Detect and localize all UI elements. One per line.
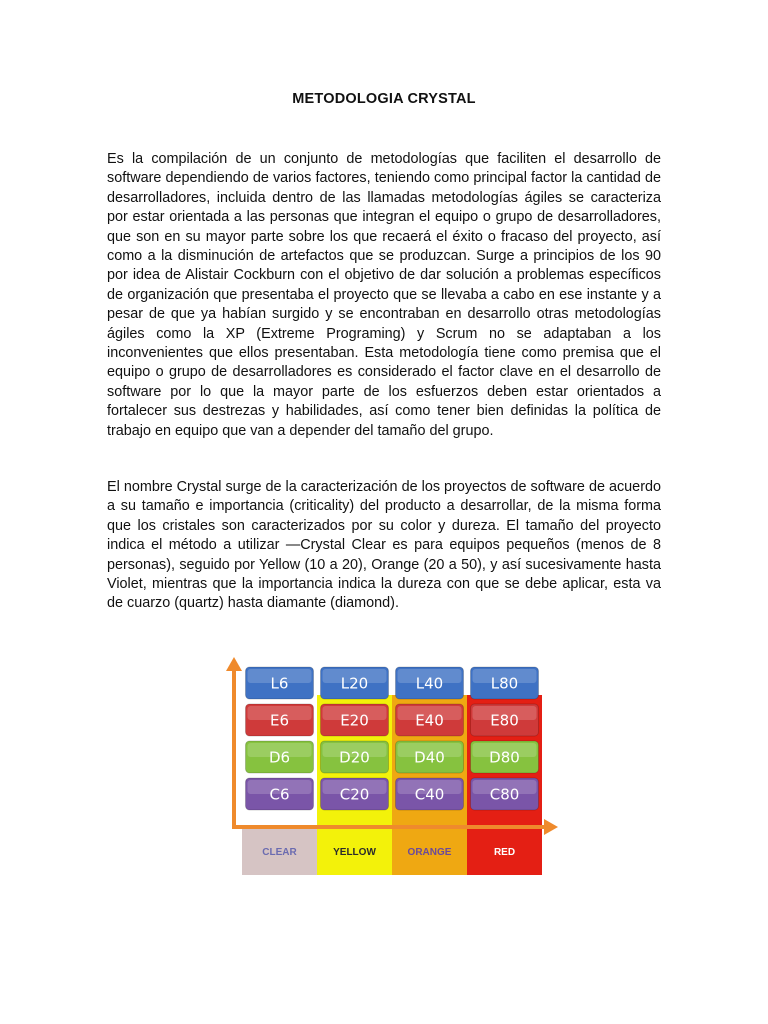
cell-d6 [246,741,314,773]
cell-label: C80 [489,785,520,804]
column-label-clear: CLEAR [262,847,297,858]
cell-l6 [246,667,314,699]
column-label-yellow: YELLOW [333,847,376,858]
cell-label: C20 [339,785,370,804]
cell-l40 [396,667,464,699]
cell-c20 [321,778,389,810]
cell-c80 [471,778,539,810]
cell-label: D80 [489,748,520,767]
cell-label: E6 [269,711,290,730]
crystal-grid-diagram [216,655,560,877]
vertical-axis-arrowhead [226,657,242,671]
cell-label: L40 [415,674,444,693]
column-label-red: RED [493,847,516,858]
cell-e80 [471,704,539,736]
cell-c6 [246,778,314,810]
cell-label: D20 [339,748,370,767]
cell-d20 [321,741,389,773]
cell-c40 [396,778,464,810]
cell-d40 [396,741,464,773]
cell-l80 [471,667,539,699]
cell-label: E20 [340,711,369,730]
cell-label: C6 [269,785,290,804]
cell-label: D40 [414,748,445,767]
column-label-orange: ORANGE [407,847,452,858]
cell-d80 [471,741,539,773]
horizontal-axis-arrowhead [544,819,558,835]
cell-label: E40 [415,711,444,730]
paragraph-name-origin: El nombre Crystal surge de la caracterización de los proyectos de software de acuerdo a su tamaño e importancia (criticality) del producto a desarrollar, de la misma forma que los cristales son caracterizados por su color y dureza. El tamaño del proyecto indica el método a utilizar —Crystal Clear es para equipos pequeños (menos de 8 personas), seguido por Yellow (10 a 20), Orange (20 a 50), y así sucesivamente hasta Violet, mientras que la importancia indica la dureza con que se debe aplicar, esta va de cuarzo (quartz) hasta diamante (diamond). [107,479,661,612]
cell-label: D6 [268,748,291,767]
cell-label: E80 [490,711,519,730]
cell-label: L20 [340,674,369,693]
cell-e6 [246,704,314,736]
paragraph-definition: Es la compilación de un conjunto de metodologías que faciliten el desarrollo de software dependiendo de varios factores, teniendo como principal factor la cantidad de desarrolladores, incluida dentro de las llamadas metodologías ágiles se caracteriza por estar orientada a las personas que integran el equipo o grupo de desarrolladores, que son en su mayor parte sobre los que recaerá el éxito o fracaso del proyecto, así como a la disminución de artefactos que se produzcan. Surge a principios de los 90 por idea de Alistair Cockburn con el objetivo de dar solución a problemas específicos de organización que presentaba el proyecto que se llevaba a cabo en ese instante y a pesar de que ya habían surgido y se encontraban en desarrollo otras metodologías ágiles como la XP (Extreme Programing) y Scrum no se adaptaban a los inconvenientes que ellos presentaban. Esta metodología tiene como premisa que el equipo o grupo de desarrolladores es considerado el factor clave en el desarrollo de software por lo que la mayor parte de los esfuerzos deben estar orientados a fortalecer sus destrezas y habilidades, así como tener bien definidas la política de trabajo en equipo que van a depender del tamaño del grupo. [107,151,661,439]
cell-e20 [321,704,389,736]
cell-label: L6 [270,674,289,693]
cell-label: L80 [490,674,519,693]
document-title: METODOLOGIA CRYSTAL [292,91,476,107]
cell-label: C40 [414,785,445,804]
cell-e40 [396,704,464,736]
cell-l20 [321,667,389,699]
